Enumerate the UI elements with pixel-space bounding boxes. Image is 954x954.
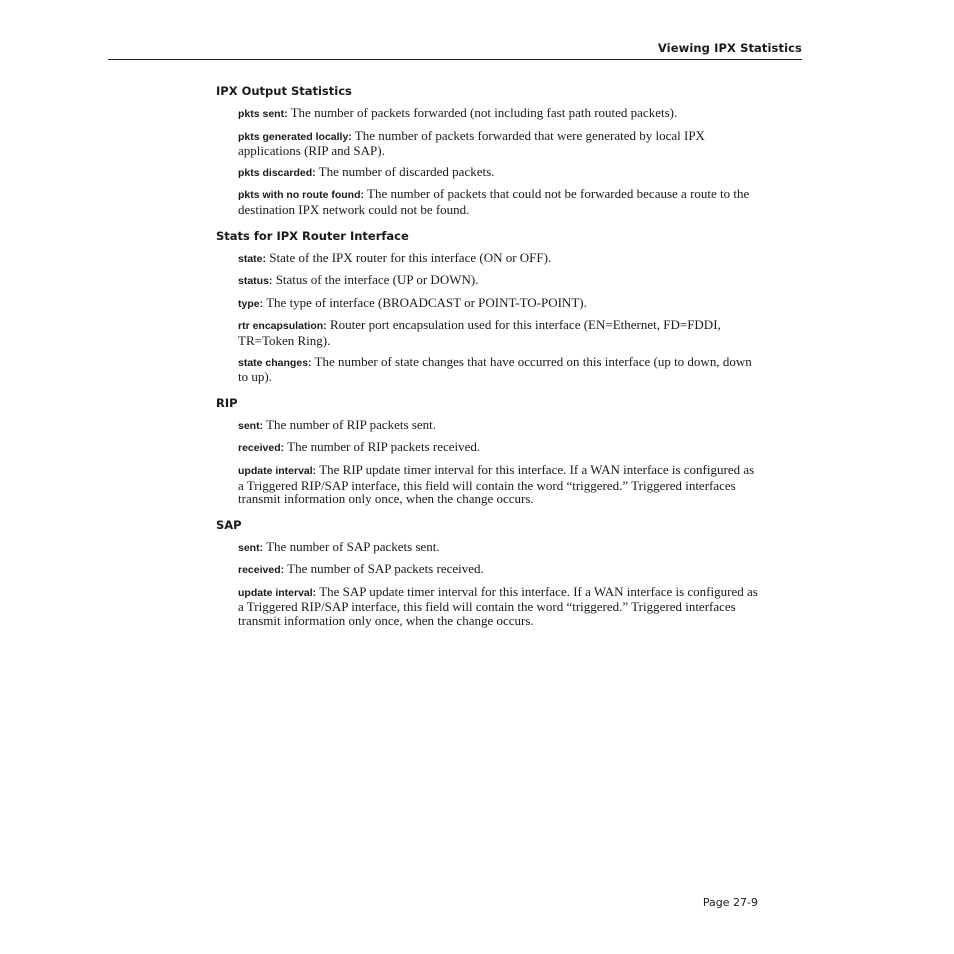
definition-term: type: (238, 297, 264, 310)
definition-text: Router port encapsulation used for this interface (EN=Ethernet, FD=FDDI, TR=Token Ring). (238, 317, 721, 348)
section-ipx-output-statistics (216, 84, 761, 217)
running-header-title: Viewing IPX Statistics (657, 41, 802, 55)
definition-entry (238, 463, 761, 506)
definition-term: state changes: (238, 356, 312, 369)
definition-entry (238, 129, 761, 158)
definition-entry (238, 251, 761, 267)
definition-entry (238, 355, 761, 384)
definition-entry (238, 106, 761, 122)
definition-term: received: (238, 442, 285, 455)
section-heading: IPX Output Statistics (216, 84, 352, 98)
definition-entry (238, 440, 761, 456)
definition-entry (238, 296, 761, 312)
definition-text: The type of interface (BROADCAST or POINT-TO-POINT). (263, 294, 587, 310)
page-number: Page 27-9 (702, 896, 758, 909)
section-heading: SAP (216, 517, 242, 532)
definition-term: received: (238, 564, 285, 577)
definition-text: The number of SAP packets received. (284, 561, 484, 577)
definition-entry (238, 418, 761, 434)
definition-text: Status of the interface (UP or DOWN). (272, 272, 479, 288)
definition-entry (238, 273, 761, 289)
running-header (108, 40, 802, 60)
definition-term: update interval: (238, 586, 317, 599)
definition-term: pkts generated locally: (238, 130, 352, 143)
section-heading: RIP (216, 395, 238, 410)
definition-entry (238, 165, 761, 181)
definition-text: The number of discarded packets. (315, 163, 495, 179)
definition-text: The RIP update timer interval for this interface. If a WAN interface is configured as a Triggered RIP/SAP interface, this field will contain the word “triggered.” Triggered interfaces transmit information only once, when the change occurs. (238, 461, 755, 507)
definition-text: The number of SAP packets sent. (263, 538, 440, 554)
definition-text: The number of packets that could not be forwarded because a route to the destination IPX network could not be found. (238, 186, 750, 217)
definition-term: pkts sent: (238, 108, 288, 120)
section-heading: Stats for IPX Router Interface (216, 228, 409, 243)
section-rip (216, 396, 761, 506)
definition-text: The number of RIP packets received. (284, 439, 481, 455)
definition-entry (238, 187, 761, 216)
definition-entry (238, 585, 761, 628)
definition-term: sent: (238, 541, 264, 554)
definition-term: rtr encapsulation: (238, 320, 327, 333)
definition-text: The number of state changes that have occurred on this interface (up to down, down to up). (238, 353, 752, 385)
definition-entry (238, 562, 761, 578)
definition-term: pkts discarded: (238, 166, 316, 179)
definition-text: The number of packets forwarded (not including fast path routed packets). (287, 105, 678, 120)
definition-term: pkts with no route found: (238, 189, 364, 202)
definition-text: The SAP update timer interval for this interface. If a WAN interface is configured as a Triggered RIP/SAP interface, this field will contain the word “triggered.” Triggered interfaces transmit information only once, when the change occurs. (238, 583, 758, 629)
definition-text: The number of packets forwarded that were generated by local IPX applications (RIP and SAP). (238, 127, 705, 159)
definition-term: update interval: (238, 464, 317, 477)
section-stats-ipx-router-interface (216, 229, 761, 384)
definition-entry (238, 540, 761, 556)
page-content (216, 84, 761, 640)
definition-entry (238, 318, 761, 347)
definition-term: state: (238, 252, 267, 265)
definition-term: sent: (238, 419, 264, 432)
definition-term: status: (238, 275, 273, 288)
section-sap (216, 518, 761, 628)
definition-text: State of the IPX router for this interface (ON or OFF). (266, 249, 552, 265)
definition-text: The number of RIP packets sent. (263, 416, 437, 432)
